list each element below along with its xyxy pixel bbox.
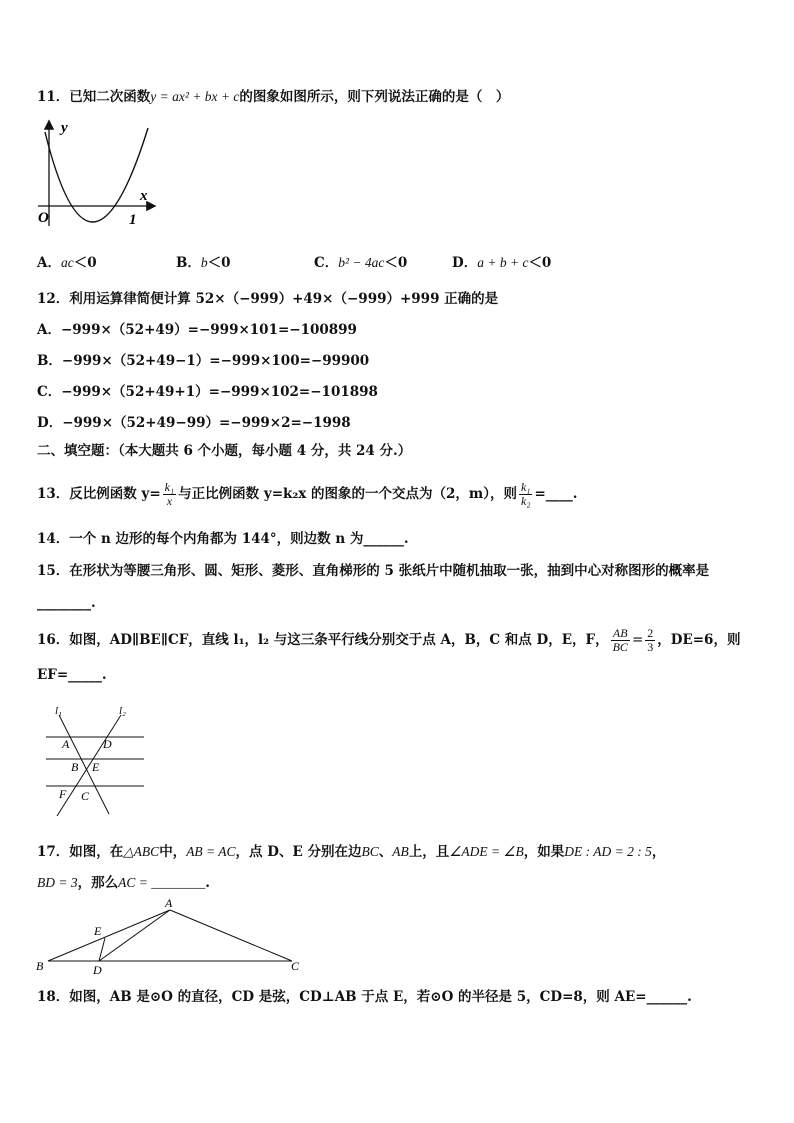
q18-stem: 18．如图，AB 是⊙O 的直径，CD 是弦，CD⊥AB 于点 E，若⊙O 的半径是 5，CD=8，则 AE=______. — [37, 989, 692, 1005]
q11-origin-label: O — [38, 210, 49, 226]
q16-fraction-2-3: $\frac{2}{3}$ — [647, 626, 654, 654]
q14-stem: 14．一个 n 边形的每个内角都为 144°，则边数 n 为______. — [37, 531, 409, 547]
q11-parabola-graph — [30, 114, 165, 244]
q16-label-f: F — [59, 787, 67, 801]
q17-label-b: B — [36, 959, 44, 973]
q11-option-a[interactable]: A．ac＜0 — [37, 255, 97, 271]
q11-parabola-curve — [45, 128, 148, 222]
q13-fraction-k1-over-k2: $\frac{\text{k₁}}{\text{k₂}}$ — [520, 480, 531, 508]
q16-label-l2: l₂ — [119, 705, 126, 717]
q17-label-a: A — [165, 896, 173, 910]
q16-blank: EF=_____. — [37, 667, 107, 683]
q13-stem: 13．反比例函数 y= $\frac{\text{k₁}}{x}$ 与正比例函数 y=k₂x 的图象的一个交点为（2，m），则 $\frac{\text{k₁}}{\text{k₂}}$ =____. — [37, 480, 578, 508]
q15-blank: ________. — [37, 595, 96, 611]
q16-label-l1: l₁ — [55, 705, 62, 717]
q11-option-b[interactable]: B．b＜0 — [176, 255, 231, 271]
q17-label-d: D — [93, 963, 102, 976]
q16-label-c: C — [81, 789, 90, 803]
q11-stem: 11．已知二次函数y = ax² + bx + c的图象如图所示，则下列说法正确的是（ ） — [37, 89, 510, 105]
q12-option-a[interactable]: A．−999×（52+49）=−999×101=−100899 — [37, 322, 357, 338]
q12-option-d[interactable]: D．−999×（52+49−99）=−999×2=−1998 — [37, 415, 351, 431]
q17-triangle-figure — [30, 894, 310, 976]
q17-stem: 17．如图，在△ABC中，AB = AC，点 D、E 分别在边BC、AB上，且∠ADE = ∠B，如果DE : AD = 2 : 5， — [37, 844, 666, 860]
q17-side-ac — [170, 910, 292, 961]
q11-y-label: y — [61, 120, 68, 136]
q12-option-c[interactable]: C．−999×（52+49+1）=−999×102=−101898 — [37, 384, 378, 400]
q16-stem: 16．如图，AD∥BE∥CF，直线 l₁，l₂ 与这三条平行线分别交于点 A，B，C 和点 D，E，F， $\frac{AB}{BC}$ = $\frac{2}{3}$ ，DE=6，则 — [37, 626, 741, 654]
q16-fraction-ab-bc: $\frac{AB}{BC}$ — [612, 626, 628, 654]
q16-label-e: E — [92, 760, 100, 774]
q17-stem-line2: BD = 3，那么AC = ________. — [37, 875, 210, 891]
q15-stem: 15．在形状为等腰三角形、圆、矩形、菱形、直角梯形的 5 张纸片中随机抽取一张，抽到中心对称图形的概率是 — [37, 563, 710, 579]
q16-label-a: A — [62, 737, 70, 751]
q11-formula: y = ax² + bx + c — [150, 89, 240, 104]
q16-parallel-lines-figure — [40, 702, 150, 822]
q16-label-b: B — [71, 760, 79, 774]
q11-option-c[interactable]: C．b² − 4ac＜0 — [314, 255, 408, 271]
q12-option-b[interactable]: B．−999×（52+49−1）=−999×100=−99900 — [37, 353, 370, 369]
q11-option-d[interactable]: D．a + b + c＜0 — [452, 255, 552, 271]
q13-fraction-k1-over-x: $\frac{\text{k₁}}{x}$ — [164, 480, 175, 508]
q12-stem: 12．利用运算律简便计算 52×（−999）+49×（−999）+999 正确的是 — [37, 291, 499, 307]
q11-x-label: x — [140, 188, 148, 204]
section-heading: 二、填空题：（本大题共 6 个小题，每小题 4 分，共 24 分.） — [37, 443, 412, 459]
q17-label-e: E — [94, 924, 102, 938]
q11-tick-label: 1 — [129, 212, 137, 228]
q17-label-c: C — [291, 959, 300, 973]
q11-number: 11． — [37, 89, 70, 105]
q16-label-d: D — [103, 737, 112, 751]
